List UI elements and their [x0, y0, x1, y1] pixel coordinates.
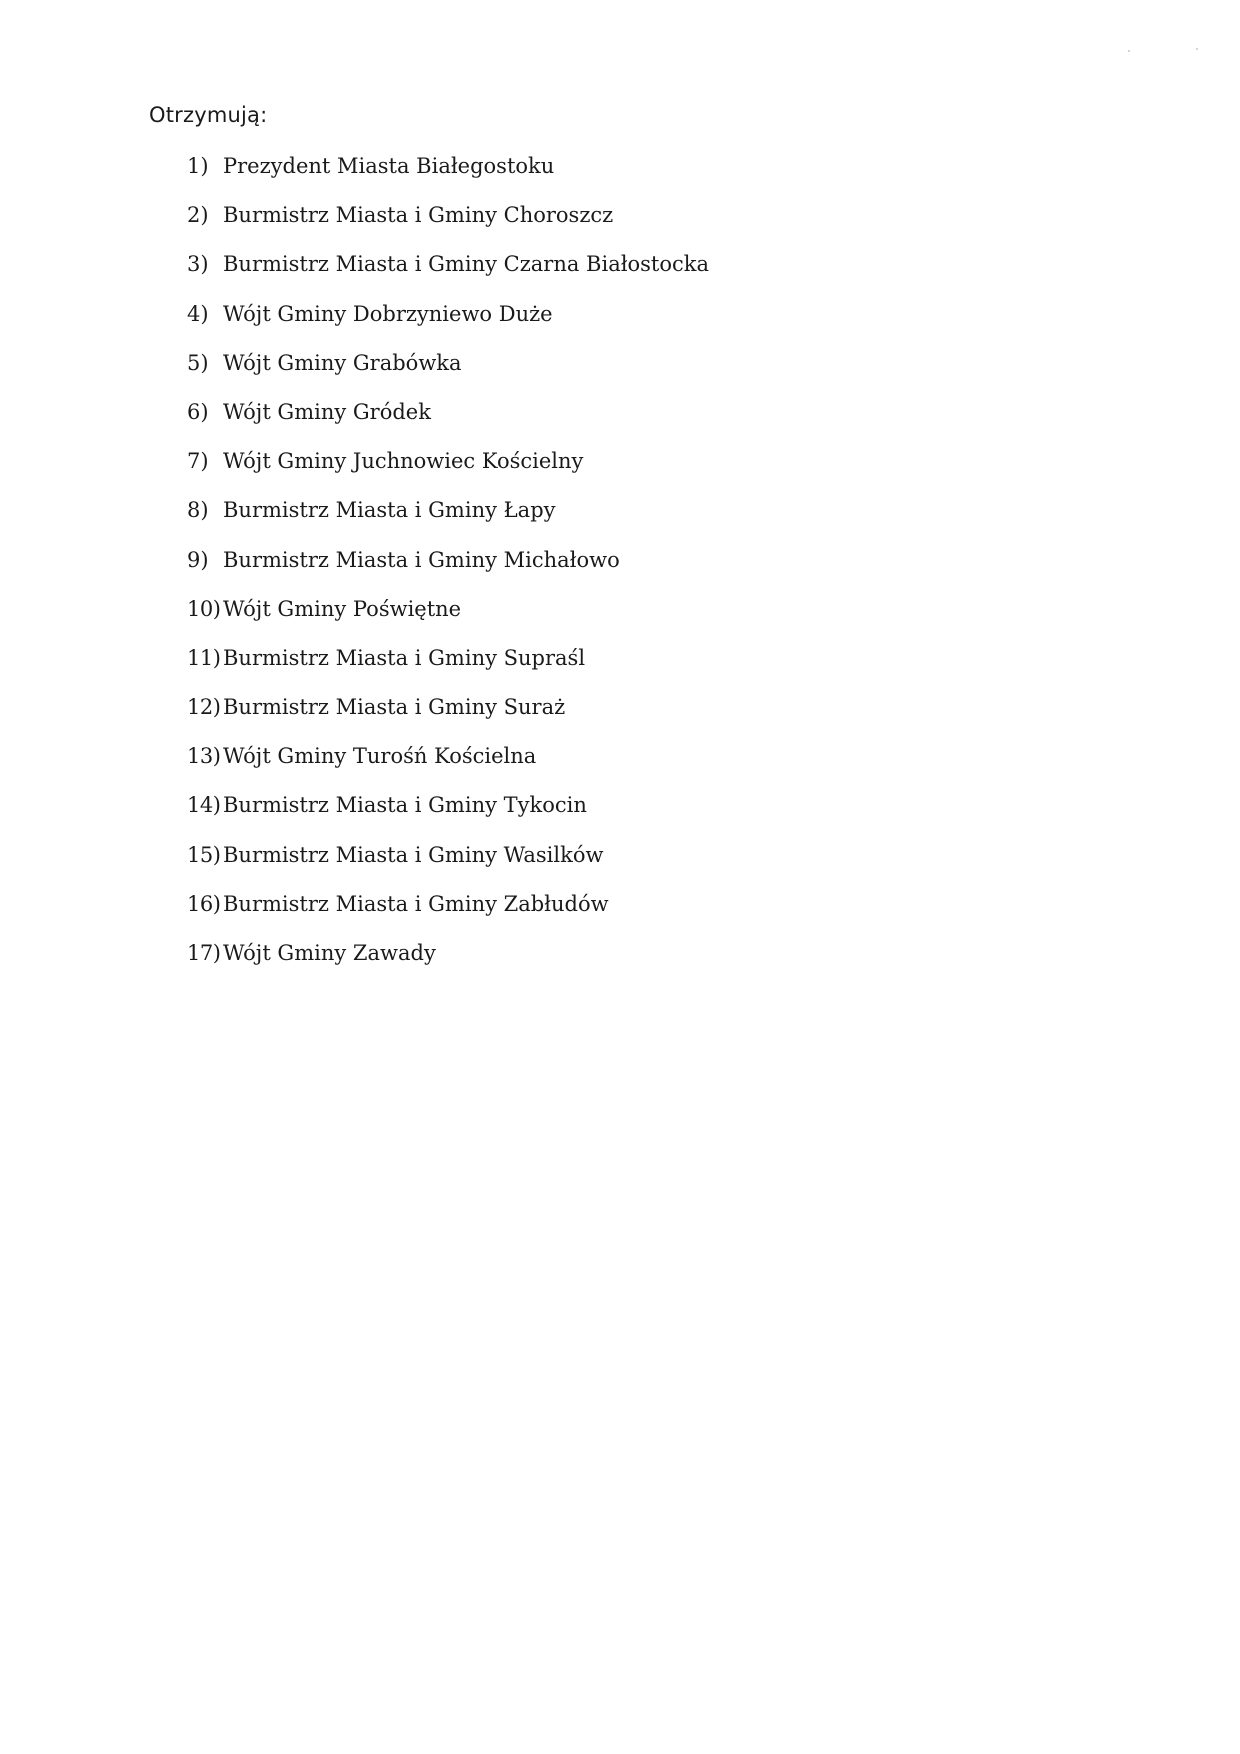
item-text: Wójt Gminy Poświętne [223, 596, 462, 621]
list-item [187, 545, 709, 594]
list-item [187, 790, 709, 839]
item-number: 12) [187, 695, 221, 720]
item-number: 11) [187, 645, 221, 670]
item-number: 10) [187, 596, 221, 621]
item-number: 6) [187, 399, 209, 424]
item-number: 4) [187, 301, 209, 326]
item-number: 3) [187, 252, 209, 277]
item-text: Burmistrz Miasta i Gminy Suraż [223, 695, 566, 720]
list-item [187, 692, 709, 741]
item-number: 8) [187, 498, 209, 523]
list-item [187, 938, 709, 987]
item-number: 17) [187, 941, 221, 965]
item-number: 1) [187, 154, 209, 178]
list-item [187, 840, 709, 889]
list-item [187, 151, 709, 200]
item-text: Wójt Gminy Gródek [223, 399, 431, 424]
recipients-heading: Otrzymują: [149, 103, 268, 127]
item-number: 16) [187, 891, 221, 916]
item-text: Burmistrz Miasta i Gminy Czarna Białostocka [223, 252, 710, 277]
item-text: Prezydent Miasta Białegostoku [223, 154, 555, 178]
item-text: Burmistrz Miasta i Gminy Supraśl [223, 645, 586, 670]
item-number: 5) [187, 350, 209, 375]
recipient-list [187, 151, 709, 987]
item-text: Burmistrz Miasta i Gminy Michałowo [223, 547, 620, 572]
list-item [187, 741, 709, 790]
item-text: Burmistrz Miasta i Gminy Łapy [223, 498, 556, 523]
list-item [187, 249, 709, 298]
scan-speck [1128, 50, 1130, 52]
item-text: Burmistrz Miasta i Gminy Tykocin [223, 793, 587, 818]
item-text: Wójt Gminy Dobrzyniewo Duże [223, 301, 553, 326]
item-number: 7) [187, 449, 209, 474]
scan-speck [1196, 48, 1198, 50]
list-item [187, 446, 709, 495]
list-item [187, 889, 709, 938]
item-number: 15) [187, 842, 221, 867]
list-item [187, 643, 709, 692]
list-item [187, 200, 709, 249]
item-text: Burmistrz Miasta i Gminy Choroszcz [223, 203, 614, 228]
item-number: 14) [187, 793, 221, 818]
item-text: Wójt Gminy Juchnowiec Kościelny [223, 449, 584, 474]
list-item [187, 495, 709, 544]
item-number: 13) [187, 744, 221, 769]
item-text: Burmistrz Miasta i Gminy Wasilków [223, 842, 604, 867]
item-text: Burmistrz Miasta i Gminy Zabłudów [223, 891, 609, 916]
item-number: 2) [187, 203, 209, 228]
item-number: 9) [187, 547, 209, 572]
list-item [187, 594, 709, 643]
list-item [187, 397, 709, 446]
item-text: Wójt Gminy Zawady [223, 941, 436, 965]
list-item [187, 299, 709, 348]
item-text: Wójt Gminy Turośń Kościelna [223, 744, 537, 769]
list-item [187, 348, 709, 397]
item-text: Wójt Gminy Grabówka [223, 350, 462, 375]
